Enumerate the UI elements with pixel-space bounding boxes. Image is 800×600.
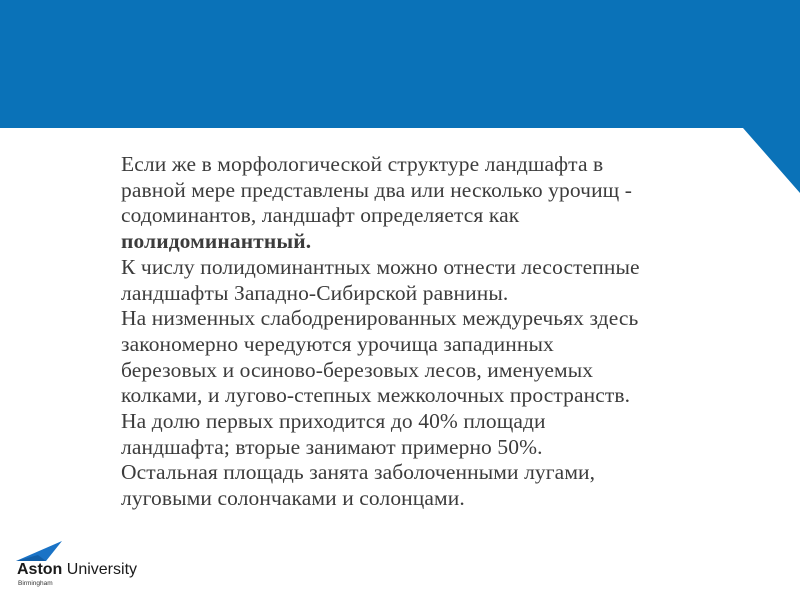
- text-line-9: березовых и осиново-березовых лесов, именуемых: [121, 357, 594, 382]
- text-line-12: ландшафта; вторые занимают примерно 50%.: [121, 434, 543, 459]
- text-line-8: закономерно чередуются урочища западинных: [121, 331, 554, 356]
- logo-name-rest: University: [62, 561, 138, 578]
- text-line-13: Остальная площадь занята заболоченными лугами,: [121, 460, 596, 485]
- logo-subtitle: Birmingham: [18, 580, 53, 587]
- text-line-7: На низменных слабодренированных междуречьях здесь: [121, 306, 639, 331]
- text-line-2: равной мере представлены два или несколько урочищ -: [121, 177, 633, 202]
- aston-university-logo: [16, 541, 146, 591]
- text-line-11: На долю первых приходится до 40% площади: [121, 409, 546, 434]
- text-line-6: ландшафты Западно-Сибирской равнины.: [121, 280, 509, 305]
- logo-wordmark: [17, 561, 137, 579]
- text-line-14: луговыми солончаками и солонцами.: [121, 486, 465, 511]
- triangle-logo-icon: [16, 541, 64, 563]
- text-line-4-bold-term: полидоминантный.: [121, 229, 312, 254]
- slide-body-text: [121, 152, 781, 512]
- logo-name-bold: Aston: [17, 561, 63, 578]
- text-line-3: содоминантов, ландшафт определяется как: [121, 203, 520, 228]
- text-line-1: Если же в морфологической структуре ландшафта в: [121, 152, 604, 176]
- text-line-10: колками, и лугово-степных межколочных пространств.: [121, 383, 631, 408]
- text-line-5: К числу полидоминантных можно отнести лесостепные: [121, 254, 640, 279]
